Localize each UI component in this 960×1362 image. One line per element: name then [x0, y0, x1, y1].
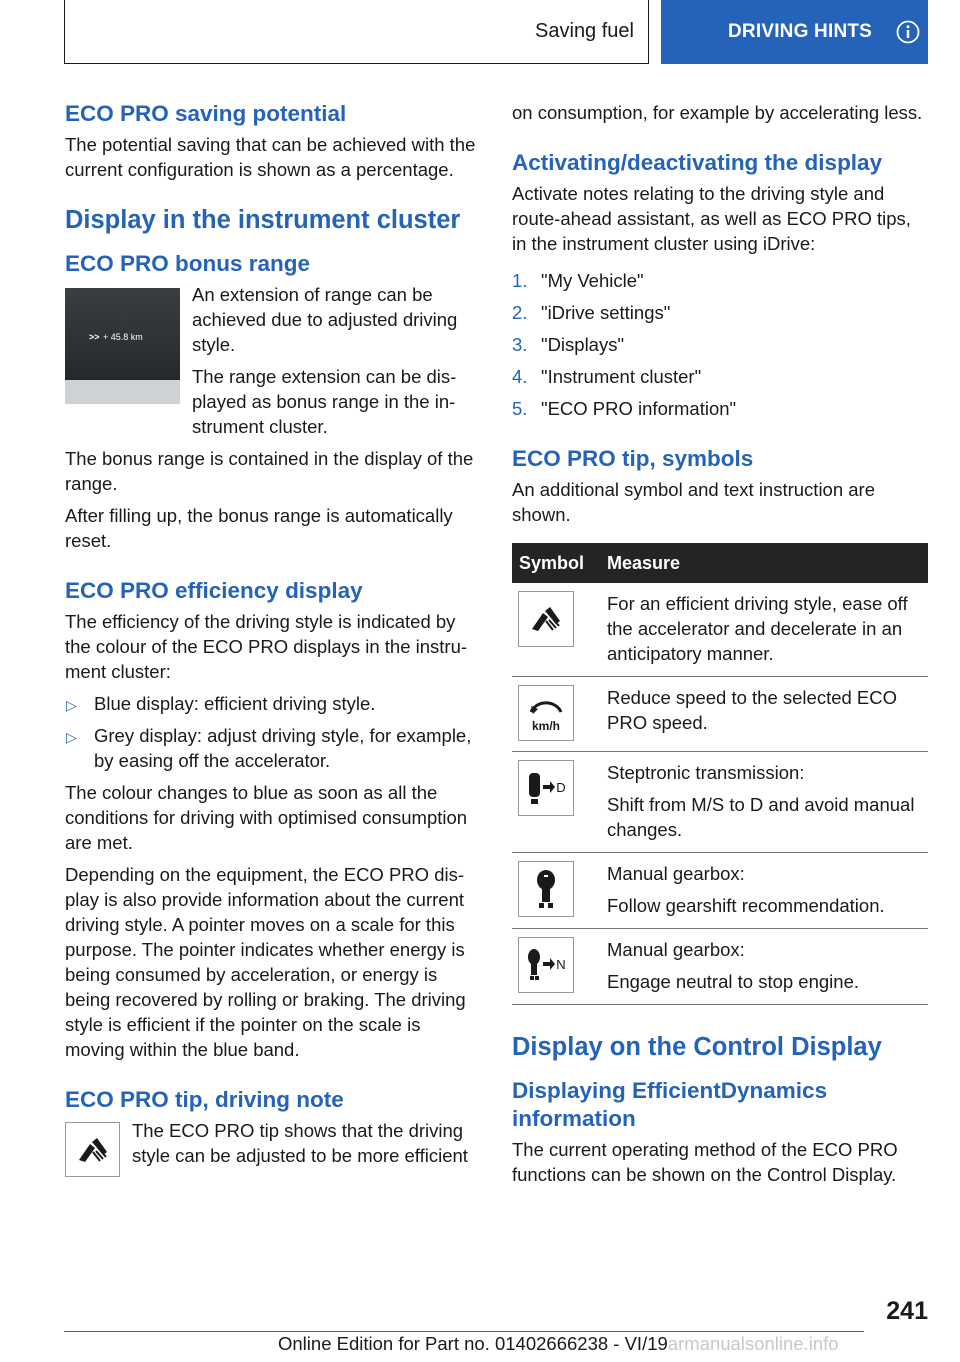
section-title: Saving fuel: [64, 0, 649, 64]
heading-instrument-cluster: Display in the instrument cluster: [65, 206, 461, 234]
info-icon[interactable]: [896, 20, 920, 44]
triangle-bullet-icon: ▷: [66, 697, 77, 713]
symbols-table: [512, 543, 928, 1005]
paragraph: The ECO PRO tip shows that the driving style can be adjusted to be more efficient: [132, 1120, 468, 1166]
left-column: [65, 100, 480, 1183]
heading-efficient-dynamics: Displaying EfficientDynamics information: [512, 1078, 828, 1131]
table-row: [512, 929, 928, 1005]
table-row: [512, 752, 928, 853]
gear-lever-to-n-icon: [518, 937, 574, 993]
watermark: armanualsonline.info: [667, 1333, 839, 1354]
svg-text:D: D: [556, 780, 566, 795]
table-header-row: [512, 543, 928, 583]
paragraph: The efficiency of the driving style is indicated by the colour of the ECO PRO displays in the instrument cluster:: [65, 611, 468, 682]
measure-cell: Manual gearbox: Engage neutral to stop engine.: [600, 929, 928, 1005]
heading-control-display: Display on the Control Display: [512, 1033, 882, 1061]
heading-tip-driving-note: ECO PRO tip, driving note: [65, 1087, 344, 1112]
heading-activating-display: Activating/deactivating the display: [512, 150, 883, 175]
table-row: [512, 677, 928, 752]
bullet-list: [65, 691, 480, 773]
svg-text:km/h: km/h: [531, 719, 561, 733]
paragraph: The current operating method of the ECO PRO functions can be shown on the Control Display.: [512, 1139, 898, 1185]
footer-divider: [64, 1331, 864, 1332]
paragraph: An additional symbol and text instruction are shown.: [512, 479, 876, 525]
paragraph: The potential saving that can be achieved with the current configuration is shown as a percentage.: [65, 134, 476, 180]
heading-saving-potential: ECO PRO saving potential: [65, 101, 347, 126]
heading-efficiency-display: ECO PRO efficiency display: [65, 578, 363, 603]
heading-bonus-range: ECO PRO bonus range: [65, 251, 311, 276]
steps-list: [512, 268, 928, 421]
paragraph: Activate notes relating to the driving style and route-ahead assistant, as well as ECO PRO tips, in the instrument cluster using iDrive:: [512, 183, 911, 254]
foot-off-pedal-icon: [65, 1122, 120, 1177]
svg-text:>>: >>: [89, 332, 100, 342]
svg-text:N: N: [556, 957, 566, 972]
list-item: 3. "Displays": [512, 334, 625, 355]
list-item: ▷ Grey display: adjust driving style, for example, by easing off the accelerator.: [66, 725, 472, 771]
measure-cell: Manual gearbox: Follow gearshift recommendation.: [600, 853, 928, 929]
paragraph: The colour changes to blue as soon as all the conditions for driving with optimised consumption are met.: [65, 782, 468, 853]
measure-cell: For an efficient driving style, ease off the accelerator and decelerate in an anticipatory manner.: [600, 583, 928, 677]
paragraph: An extension of range can be achieved due to adjusted driving style.: [192, 284, 458, 355]
paragraph: Depending on the equipment, the ECO PRO display is also provide information about the current driving style. A pointer moves on a scale for this purpose. The pointer indicates whether energy is being consumed by acceleration, or energy is being recovered by rolling or braking. The driving style is efficient if the pointer on the scale is moving within the blue band.: [65, 864, 466, 1060]
bonus-range-value: + 45.8 km: [103, 332, 143, 342]
chapter-tab[interactable]: [661, 0, 928, 64]
foot-off-pedal-icon: [518, 591, 574, 647]
table-row: [512, 583, 928, 677]
chapter-title: DRIVING HINTS: [728, 21, 873, 42]
gearshift-icon: [518, 861, 574, 917]
list-item: 4. "Instrument cluster": [512, 366, 702, 387]
page-header: [64, 0, 928, 64]
gear-lever-to-d-icon: [518, 760, 574, 816]
table-row: [512, 853, 928, 929]
list-item: 1. "My Vehicle": [512, 270, 644, 291]
paragraph: The range extension can be displayed as bonus range in the instrument cluster.: [192, 366, 457, 437]
page-number: 241: [886, 1297, 928, 1325]
paragraph: on consumption, for example by accelerating less.: [512, 102, 923, 123]
paragraph: The bonus range is contained in the display of the range.: [65, 448, 474, 494]
list-item: ▷ Blue display: efficient driving style.: [65, 691, 480, 716]
right-column: [512, 100, 928, 1194]
measure-cell: Steptronic transmission: Shift from M/S to D and avoid manual changes.: [600, 752, 928, 853]
triangle-bullet-icon: ▷: [66, 729, 77, 745]
speed-km-h-icon: [518, 685, 574, 741]
bonus-range-display-image: [65, 288, 180, 409]
heading-tip-symbols: ECO PRO tip, symbols: [512, 446, 754, 471]
paragraph: After filling up, the bonus range is automatically reset.: [65, 505, 453, 551]
list-item: 2. "iDrive settings": [512, 302, 671, 323]
column-header-symbol: Symbol: [512, 543, 600, 583]
list-item: 5. "ECO PRO information": [512, 398, 737, 419]
tip-symbol-image: [65, 1122, 120, 1177]
column-header-measure: Measure: [600, 543, 928, 583]
measure-cell: Reduce speed to the selected ECO PRO speed.: [600, 677, 928, 752]
edition-note: Online Edition for Part no. 01402666238 - VI/19armanualsonline.info: [278, 1333, 839, 1354]
